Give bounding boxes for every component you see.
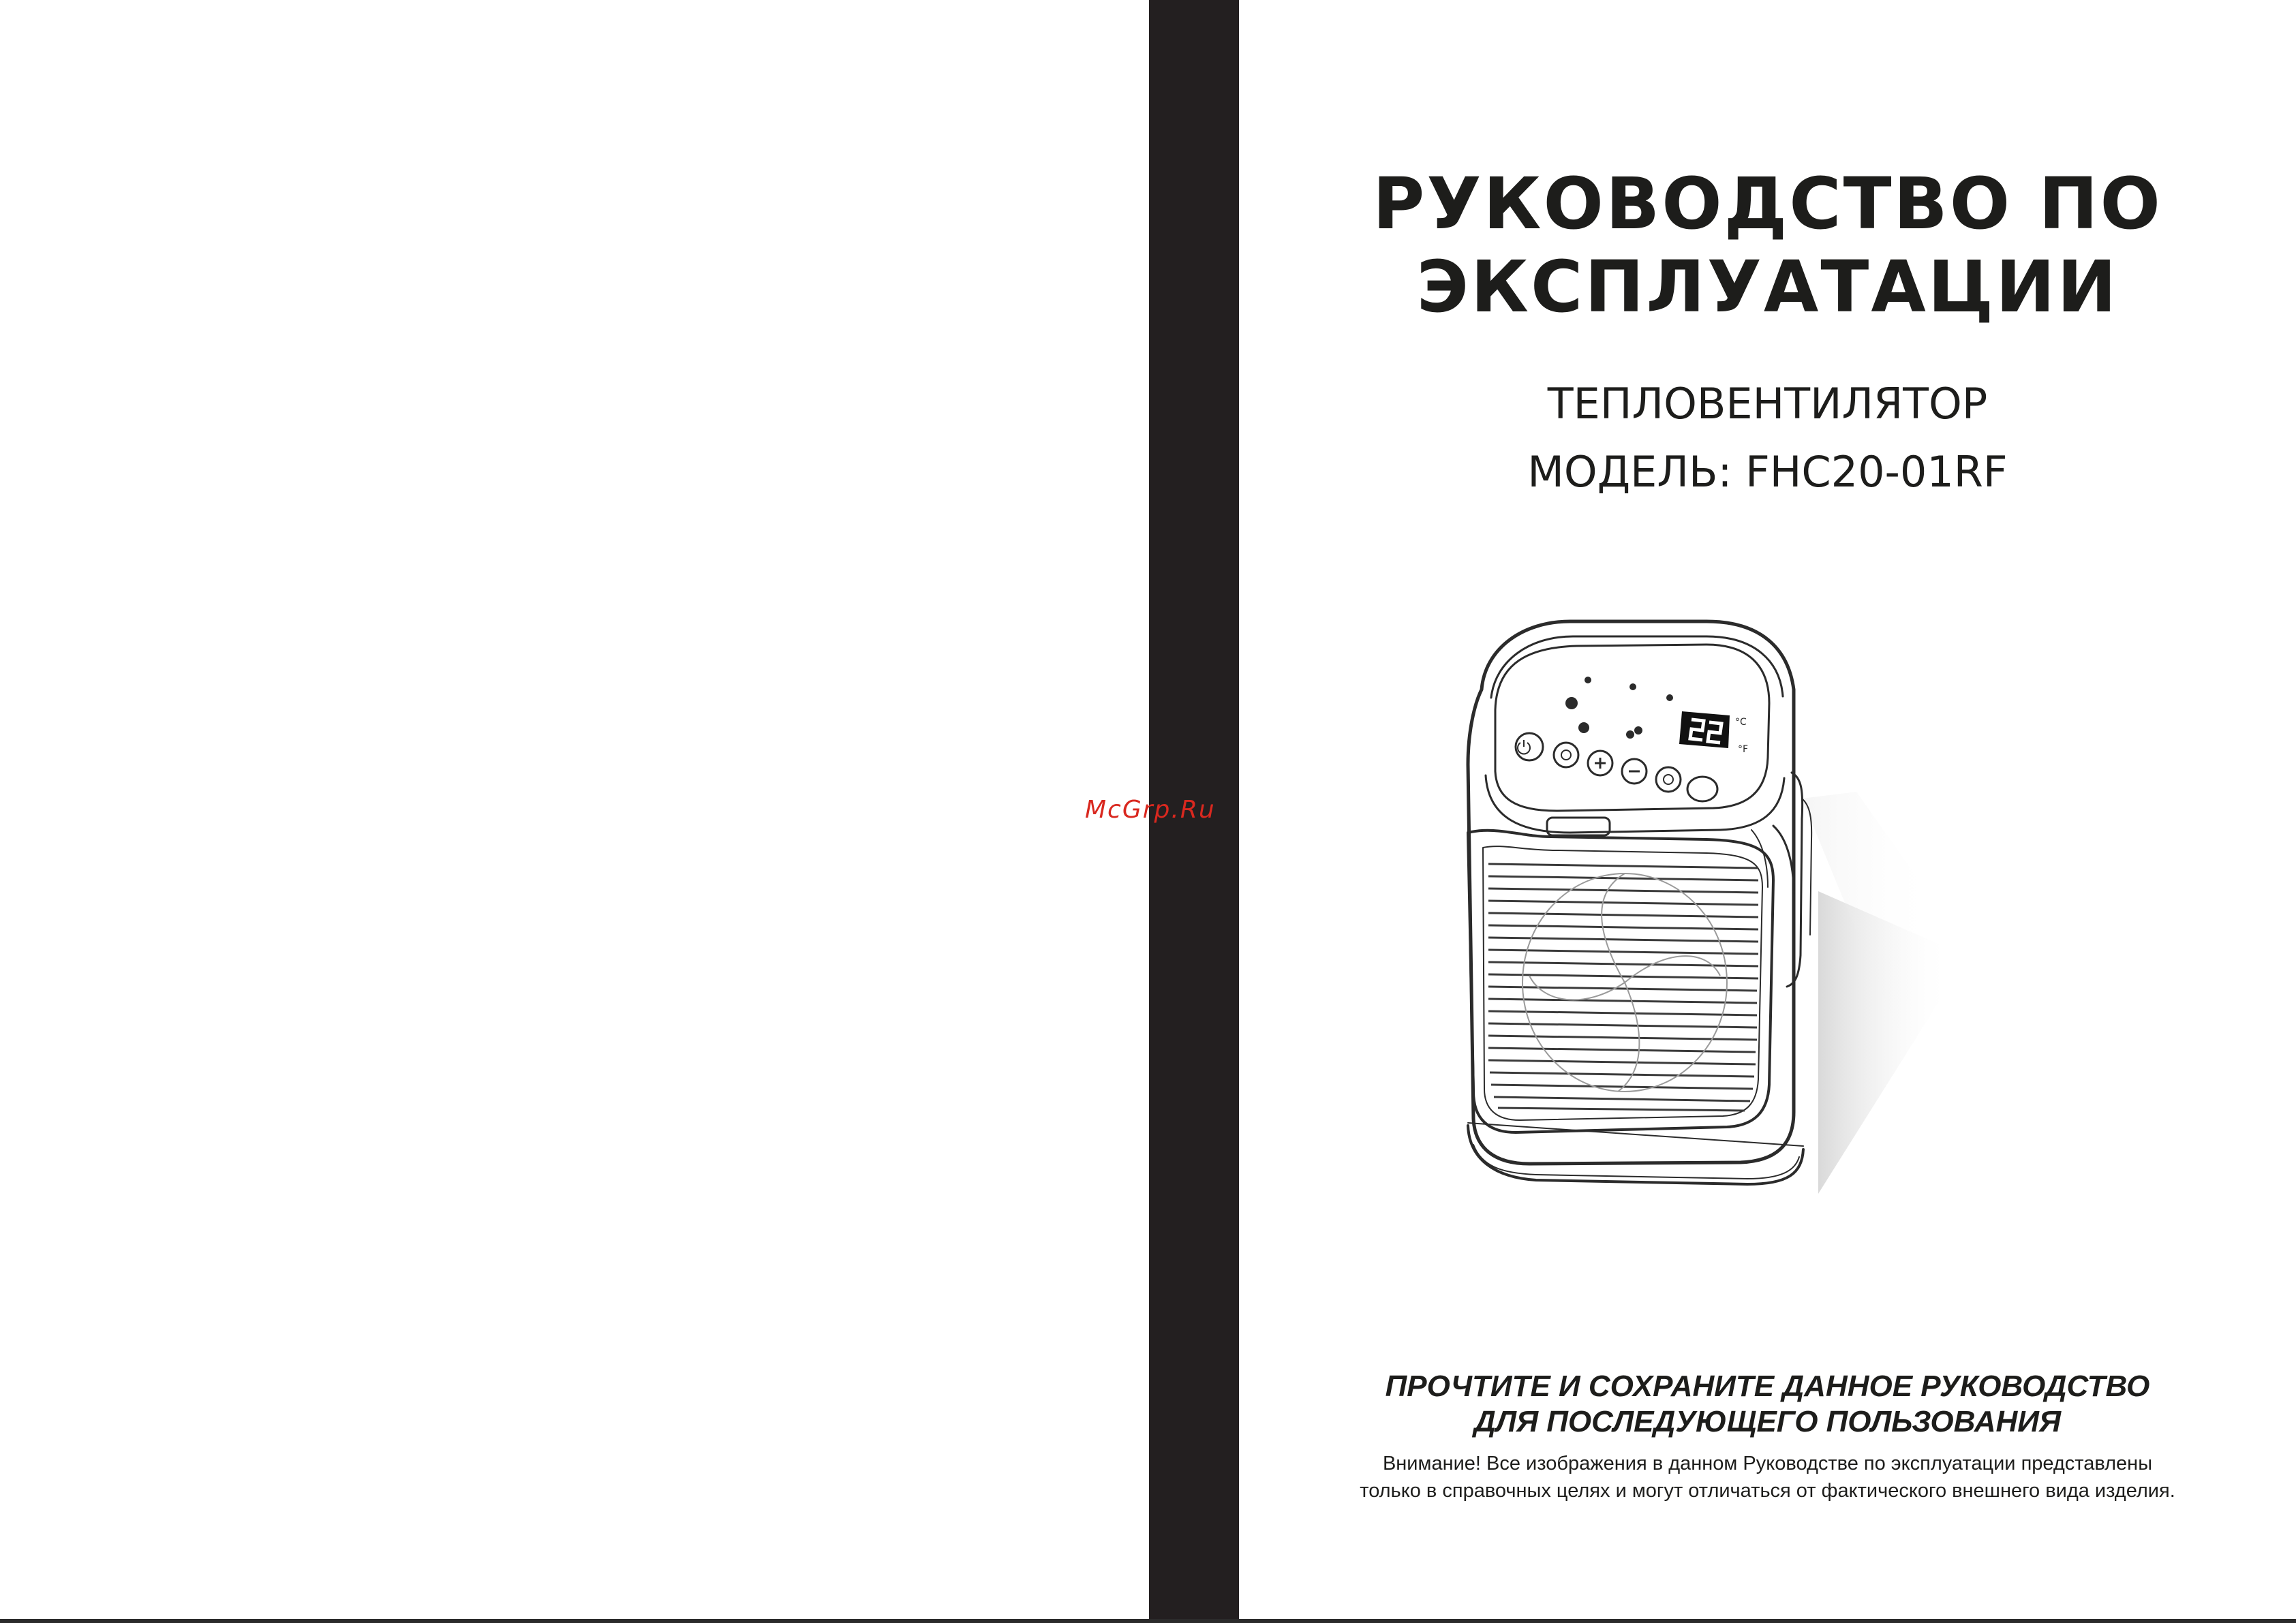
model-number: МОДЕЛЬ: FHC20-01RF xyxy=(1527,447,2008,497)
fan-heater-drawing-icon xyxy=(1420,594,2102,1276)
watermark-text: McGrp.Ru xyxy=(1085,796,1216,824)
notice-line-1: ПРОЧТИТЕ И СОХРАНИТЕ ДАННОЕ РУКОВОДСТВО xyxy=(1385,1370,2150,1403)
manual-title-line-2: ЭКСПЛУАТАЦИИ xyxy=(1416,245,2119,328)
disclaimer-line-2: только в справочных целях и могут отличаться от фактического внешнего вида изделия. xyxy=(1360,1480,2175,1502)
disclaimer-line-1: Внимание! Все изображения в данном Руководстве по эксплуатации представлены xyxy=(1382,1453,2153,1474)
product-type: ТЕПЛОВЕНТИЛЯТОР xyxy=(1547,379,1988,429)
notice-line-2: ДЛЯ ПОСЛЕДУЮЩЕГО ПОЛЬЗОВАНИЯ xyxy=(1473,1405,2062,1438)
manual-title-line-1: РУКОВОДСТВО ПО xyxy=(1373,162,2162,245)
digital-display xyxy=(1679,711,1748,755)
grille-slats xyxy=(1488,864,1758,1111)
bottom-edge-line xyxy=(0,1619,2296,1623)
svg-text:°C: °C xyxy=(1735,717,1747,728)
svg-text:°F: °F xyxy=(1738,744,1749,755)
indicator-icons xyxy=(1565,677,1673,739)
fan-blades xyxy=(1522,874,1727,1092)
cover-page xyxy=(1239,0,2296,1623)
